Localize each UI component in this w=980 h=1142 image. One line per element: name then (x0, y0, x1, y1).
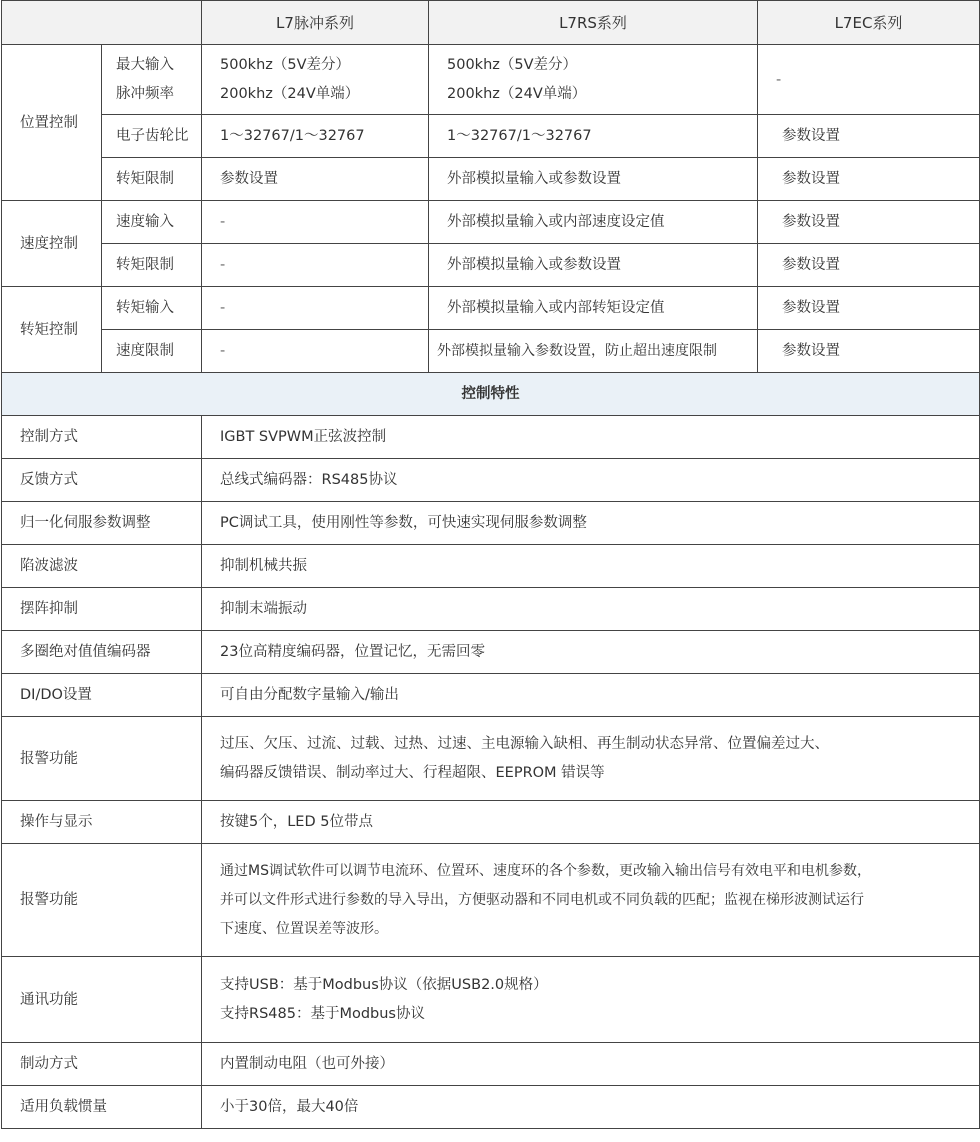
header-blank (2, 1, 202, 45)
feature-row (2, 717, 980, 801)
feature-value: 可自由分配数字量输入/输出 (202, 674, 980, 717)
feature-label: 摆阵抑制 (2, 588, 202, 631)
feature-row (2, 957, 980, 1043)
header-l7ec: L7EC系列 (758, 1, 980, 45)
feature-value: 按键5个，LED 5位带点 (202, 801, 980, 844)
table-row (2, 287, 980, 330)
feature-row (2, 1086, 980, 1129)
cell-l7rs: 外部模拟量输入或内部速度设定值 (429, 201, 758, 244)
table-row (2, 45, 980, 115)
feature-row (2, 844, 980, 957)
feature-label: 报警功能 (2, 717, 202, 801)
feature-label: 操作与显示 (2, 801, 202, 844)
feature-value-text: 支持USB：基于Modbus协议（依据USB2.0规格） 支持RS485：基于Modbus协议 (220, 976, 548, 1022)
feature-value: 23位高精度编码器，位置记忆，无需回零 (202, 631, 980, 674)
feature-label: 通讯功能 (2, 957, 202, 1043)
feature-value: PC调试工具，使用刚性等参数，可快速实现伺服参数调整 (202, 502, 980, 545)
feature-row (2, 545, 980, 588)
cell-l7: 参数设置 (202, 158, 429, 201)
section-title: 控制特性 (2, 373, 980, 416)
feature-value: 抑制末端振动 (202, 588, 980, 631)
cell-l7: - (202, 330, 429, 373)
header-l7: L7脉冲系列 (202, 1, 429, 45)
feature-value (202, 844, 980, 957)
feature-label: 反馈方式 (2, 459, 202, 502)
cell-l7ec: 参数设置 (758, 244, 980, 287)
feature-value: 内置制动电阻（也可外接） (202, 1043, 980, 1086)
feature-value: 小于30倍，最大40倍 (202, 1086, 980, 1129)
cell-l7-text: 500khz（5V差分） 200khz（24V单端） (220, 56, 360, 102)
feature-value-text: 过压、欠压、过流、过载、过热、过速、主电源输入缺相、再生制动状态异常、位置偏差过大、 编码器反馈错误、制动率过大、行程超限、EEPROM 错误等 (220, 735, 829, 781)
group-label: 转矩控制 (2, 287, 102, 373)
cell-l7ec: 参数设置 (758, 201, 980, 244)
table-row (2, 201, 980, 244)
feature-label: DI/DO设置 (2, 674, 202, 717)
feature-label: 控制方式 (2, 416, 202, 459)
row-label: 速度限制 (102, 330, 202, 373)
feature-label: 归一化伺服参数调整 (2, 502, 202, 545)
cell-l7rs: 外部模拟量输入或参数设置 (429, 244, 758, 287)
feature-label: 报警功能 (2, 844, 202, 957)
cell-l7ec: 参数设置 (758, 158, 980, 201)
group-label: 位置控制 (2, 45, 102, 201)
table-row (2, 158, 980, 201)
feature-row (2, 459, 980, 502)
cell-l7rs (429, 45, 758, 115)
feature-row (2, 588, 980, 631)
feature-value: IGBT SVPWM正弦波控制 (202, 416, 980, 459)
feature-value (202, 717, 980, 801)
cell-l7: - (202, 244, 429, 287)
feature-label: 适用负载惯量 (2, 1086, 202, 1129)
feature-row (2, 416, 980, 459)
header-l7rs: L7RS系列 (429, 1, 758, 45)
feature-row (2, 1043, 980, 1086)
feature-row (2, 631, 980, 674)
feature-value: 抑制机械共振 (202, 545, 980, 588)
cell-l7rs: 外部模拟量输入或参数设置 (429, 158, 758, 201)
feature-value (202, 957, 980, 1043)
cell-l7: 1～32767/1～32767 (202, 115, 429, 158)
feature-row (2, 674, 980, 717)
cell-l7ec: 参数设置 (758, 115, 980, 158)
row-label: 转矩限制 (102, 244, 202, 287)
feature-label: 制动方式 (2, 1043, 202, 1086)
feature-row (2, 801, 980, 844)
cell-l7rs: 外部模拟量输入或内部转矩设定值 (429, 287, 758, 330)
row-label (102, 45, 202, 115)
feature-label: 陷波滤波 (2, 545, 202, 588)
feature-row (2, 502, 980, 545)
row-label: 速度输入 (102, 201, 202, 244)
cell-l7ec: 参数设置 (758, 287, 980, 330)
table-row (2, 330, 980, 373)
spec-table (1, 0, 980, 1129)
row-label: 转矩输入 (102, 287, 202, 330)
table-row (2, 244, 980, 287)
cell-l7ec: - (758, 45, 980, 115)
cell-l7rs: 外部模拟量输入参数设置，防止超出速度限制 (429, 330, 758, 373)
feature-label: 多圈绝对值值编码器 (2, 631, 202, 674)
section-row (2, 373, 980, 416)
cell-l7rs-text: 500khz（5V差分） 200khz（24V单端） (447, 56, 587, 102)
feature-value: 总线式编码器：RS485协议 (202, 459, 980, 502)
group-label: 速度控制 (2, 201, 102, 287)
cell-l7: - (202, 287, 429, 330)
row-label-text: 最大输入 脉冲频率 (116, 56, 174, 102)
cell-l7rs: 1～32767/1～32767 (429, 115, 758, 158)
cell-l7: - (202, 201, 429, 244)
row-label: 转矩限制 (102, 158, 202, 201)
header-row (2, 1, 980, 45)
row-label: 电子齿轮比 (102, 115, 202, 158)
cell-l7 (202, 45, 429, 115)
cell-l7ec: 参数设置 (758, 330, 980, 373)
feature-value-text: 通过MS调试软件可以调节电流环、位置环、速度环的各个参数，更改输入输出信号有效电平和电机参数， 并可以文件形式进行参数的导入导出，方便驱动器和不同电机或不同负载的匹配；监视在梯形波测试运行 下速度、位置误差等波形。 (220, 862, 871, 937)
table-row (2, 115, 980, 158)
